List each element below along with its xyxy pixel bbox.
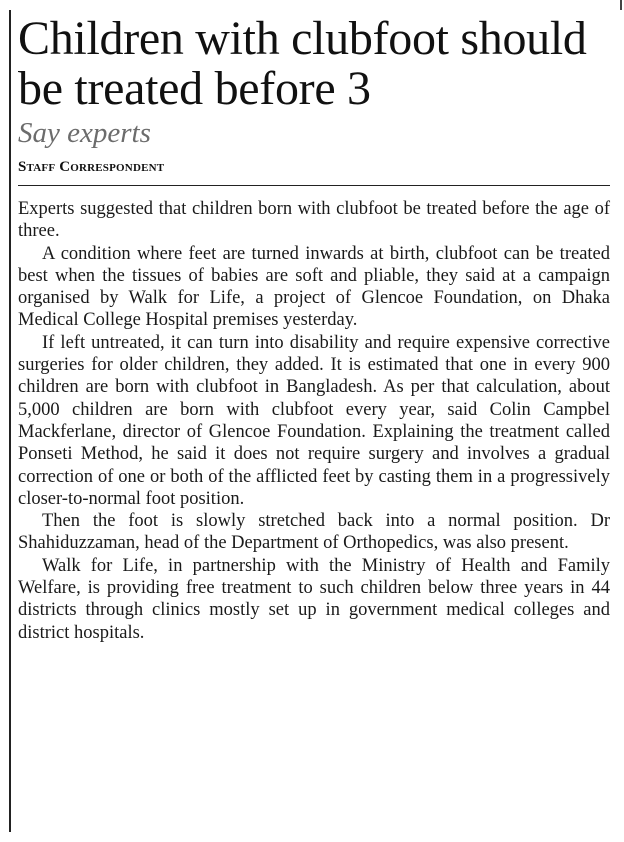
subheadline: Say experts (18, 117, 151, 149)
headline: Children with clubfoot should be treated before 3 (18, 12, 587, 115)
byline: Staff Correspondent (18, 159, 165, 175)
byline-divider (18, 185, 610, 186)
paragraph-5: Walk for Life, in partnership with the Ministry of Health and Family Welfare, is providing free treatment to such children below three years in 44 districts through clinics mostly set up in government medical colleges and district hospitals. (18, 555, 610, 643)
paragraph-2: A condition where feet are turned inwards at birth, clubfoot can be treated best when the tissues of babies are soft and pliable, they said at a campaign organised by Walk for Life, a project of Glencoe Foundation, on Dhaka Medical College Hospital premises yesterday. (18, 243, 610, 331)
edge-rule (620, 0, 622, 10)
paragraph-3: If left untreated, it can turn into disability and require expensive corrective surgeries for older children, they added. It is estimated that one in every 900 children are born with clubfoot in Bangladesh. As per that calculation, about 5,000 children are born with clubfoot every year, said Colin Campbel Mackferlane, director of Glencoe Foundation. Explaining the treatment called Ponseti Method, he said it does not require surgery and involves a gradual correction of one or both of the afflicted feet by casting them in a progressively closer-to-normal foot position. (18, 332, 610, 509)
news-article (18, 14, 610, 644)
article-body (18, 198, 610, 644)
paragraph-1: Experts suggested that children born with clubfoot be treated before the age of three. (18, 199, 610, 242)
column-rule (9, 10, 11, 832)
paragraph-4: Then the foot is slowly stretched back into a normal position. Dr Shahiduzzaman, head of the Department of Orthopedics, was also present. (18, 511, 610, 554)
